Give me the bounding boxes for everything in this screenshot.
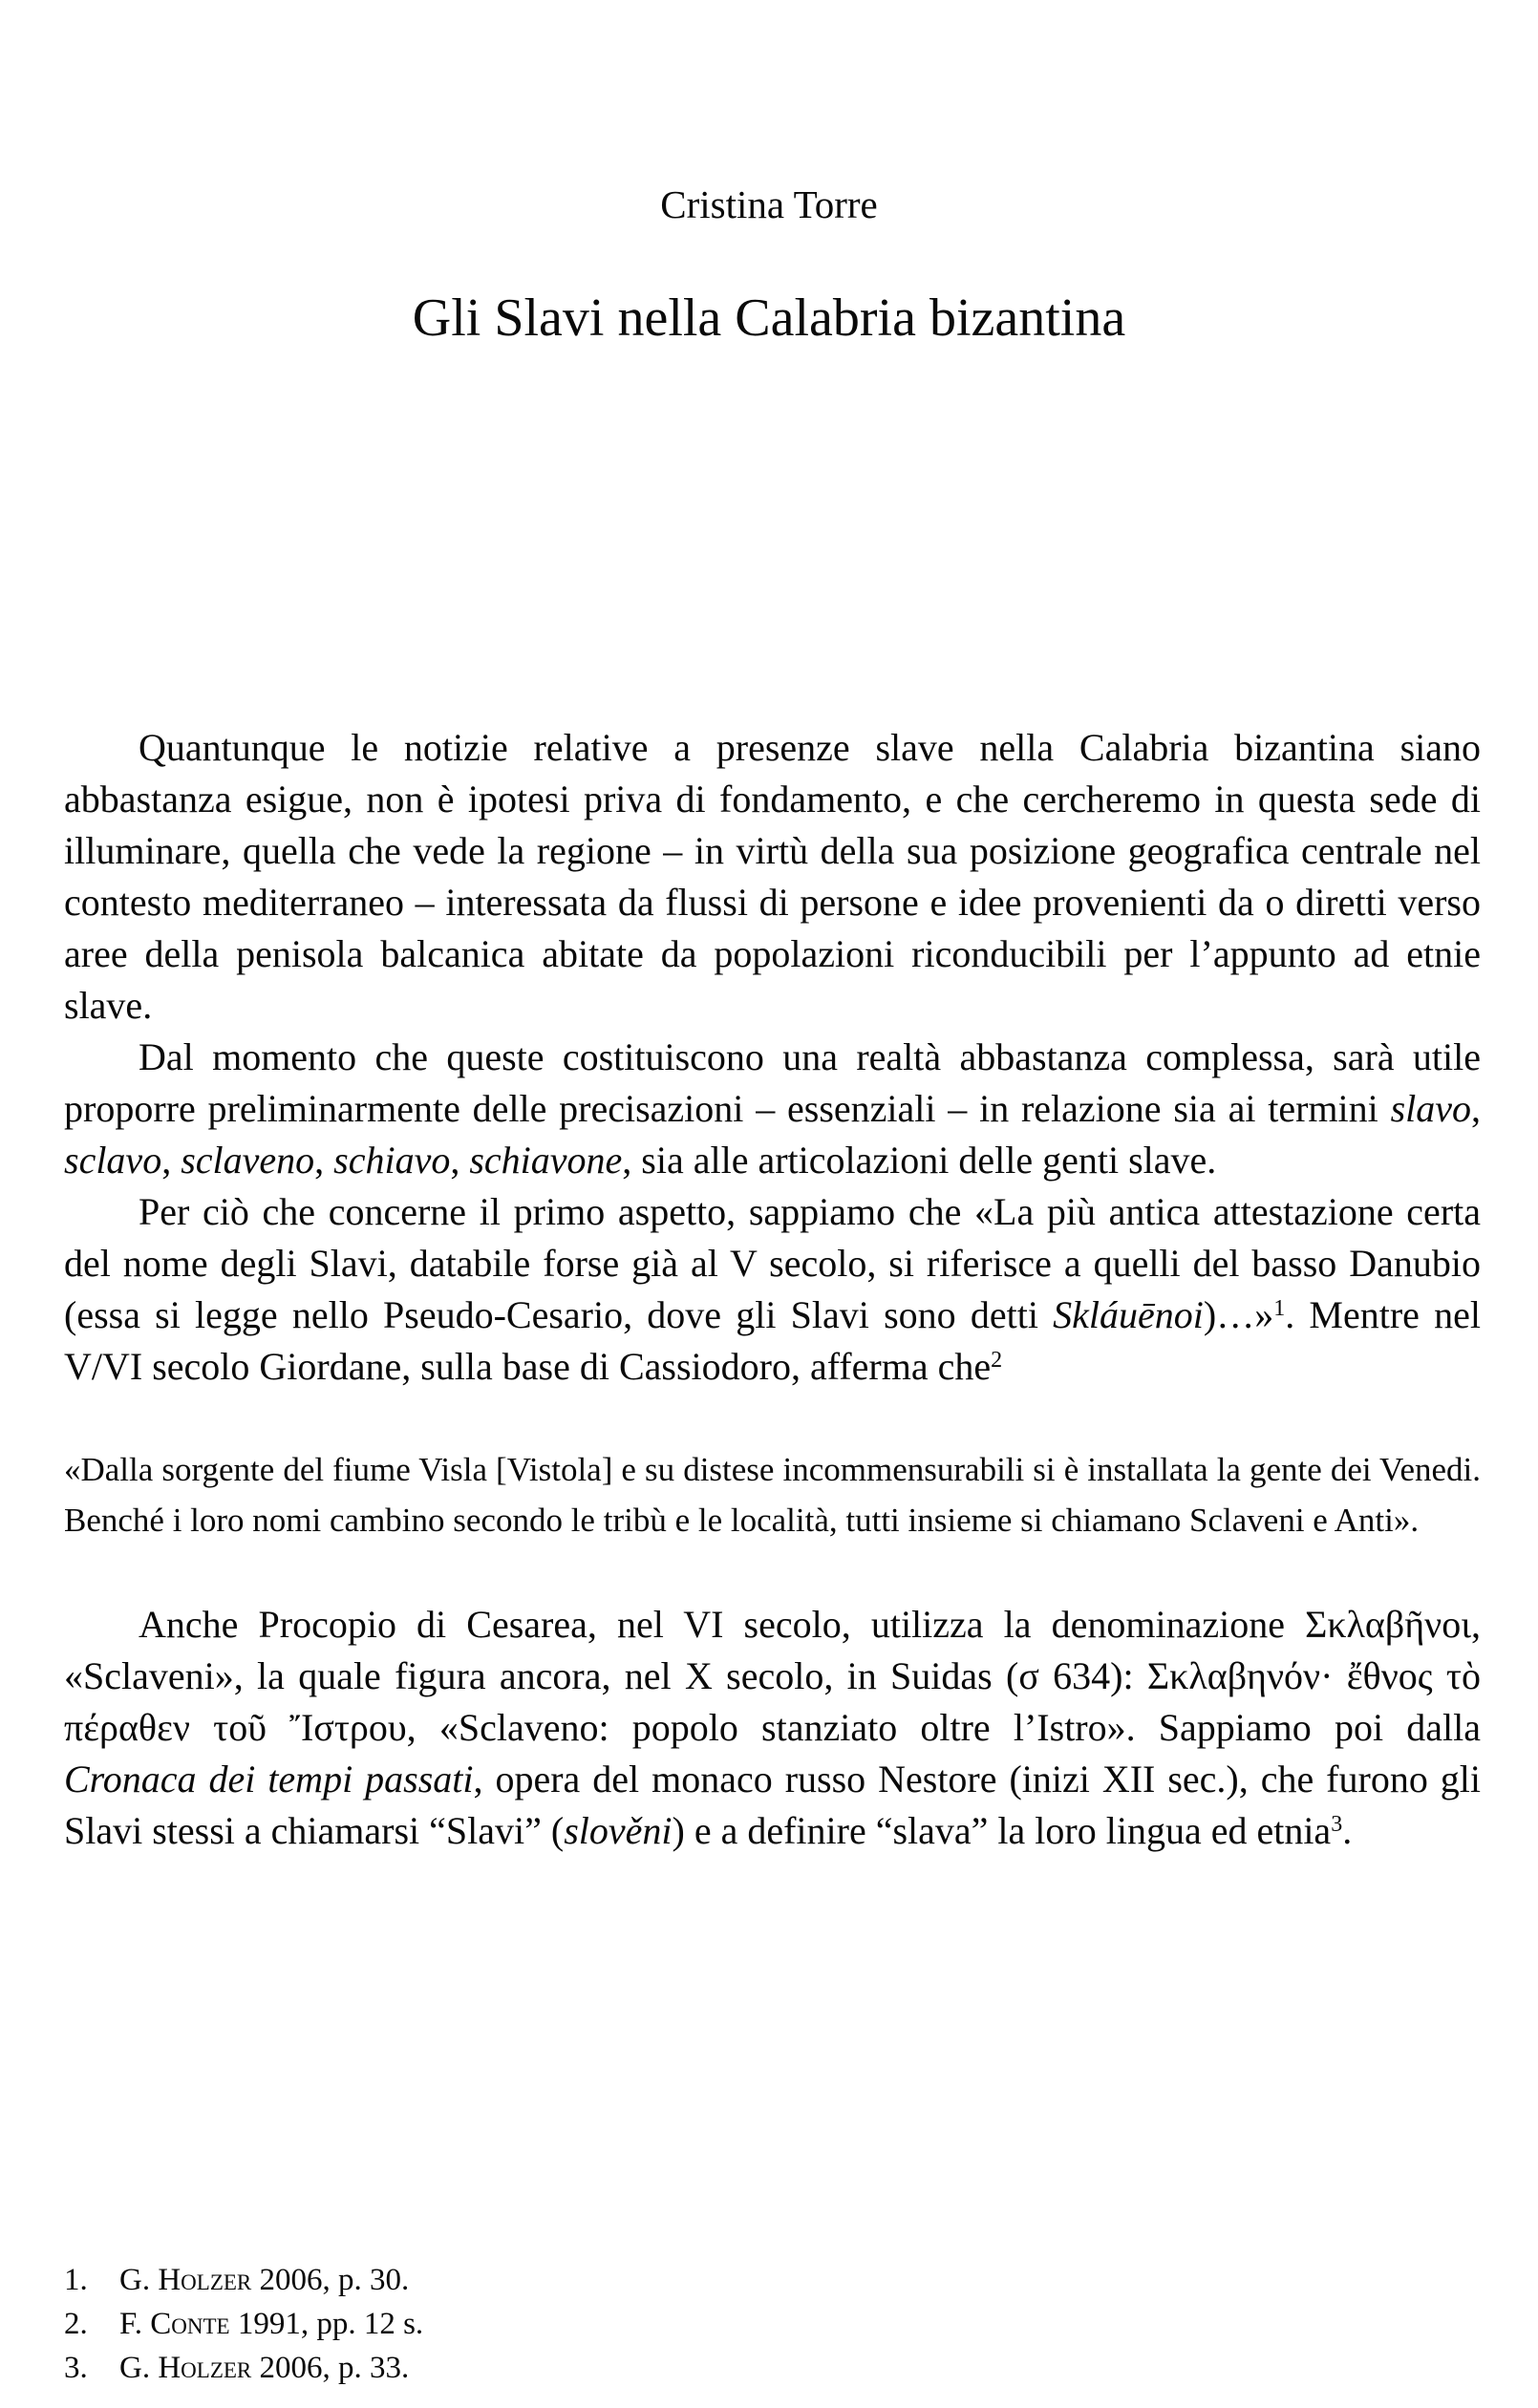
footnote-number: 2. (64, 2307, 88, 2341)
footnotes (64, 2258, 1481, 2390)
paragraph-2: Dal momento che queste costituiscono una realtà abbastanza complessa, sarà utile proporre preliminarmente delle precisazioni – essenziali – in relazione sia ai termini slavo, sclavo, sclaveno, schiavo, schiavone, sia alle articolazioni delle genti slave. (64, 1035, 1481, 1182)
paragraph-4: Anche Procopio di Cesarea, nel VI secolo, utilizza la denominazione Σκλαβῆνοι, «Sclaveni», la quale figura ancora, nel X secolo, in Suidas (σ 634): Σκλαβηνόν· ἔθνος τὸ πέραθεν τοῦ Ἴστρου, «Sclaveno: popolo stanziato oltre l’Istro». Sappiamo poi dalla Cronaca dei tempi passati, opera del monaco russo Nestore (inizi XII sec.), che furono gli Slavi stessi a chiamarsi “Slavi” (slověni) e a definire “slava” la loro lingua ed etnia$^3$. (64, 1603, 1482, 1852)
footnote-item (64, 2302, 1481, 2346)
paragraph-3: Per ciò che concerne il primo aspetto, sappiamo che «La più antica attestazione certa del nome degli Slavi, databile forse già al V secolo, si riferisce a quelli del basso Danubio (essa si legge nello Pseudo-Cesario, dove gli Slavi sono detti Skláuēnoi)…»$^1$. Mentre nel V/VI secolo Giordane, sulla base di Cassiodoro, afferma che$^2$ (64, 1190, 1482, 1388)
footnote-text: F. Conte 1991, pp. 12 s. (119, 2307, 424, 2341)
article-body (64, 722, 1481, 1857)
footnote-text: G. Holzer 2006, p. 33. (119, 2351, 410, 2385)
footnote-item (64, 2346, 1481, 2390)
footnote-item (64, 2258, 1481, 2302)
footnote-number: 1. (64, 2263, 88, 2297)
block-quote: «Dalla sorgente del fiume Visla [Vistola] e su distese incommensurabili si è installata la gente dei Venedi. Benché i loro nomi cambino secondo le tribù e le località, tutti insieme si chiamano Sclaveni e Anti». (64, 1451, 1481, 1539)
paragraph-1: Quantunque le notizie relative a presenze slave nella Calabria bizantina siano abbastanza esigue, non è ipotesi priva di fondamento, e che cercheremo in questa sede di illuminare, quella che vede la regione – in virtù della sua posizione geografica centrale nel contesto mediterraneo – interessata da flussi di persone e idee provenienti da o diretti verso aree della penisola balcanica abitate da popolazioni riconducibili per l’appunto ad etnie slave. (64, 726, 1481, 1027)
footnote-number: 3. (64, 2351, 88, 2385)
page-title: Gli Slavi nella Calabria bizantina (412, 288, 1126, 348)
footnote-text: G. Holzer 2006, p. 30. (119, 2263, 410, 2297)
author-name: Cristina Torre (660, 182, 878, 226)
